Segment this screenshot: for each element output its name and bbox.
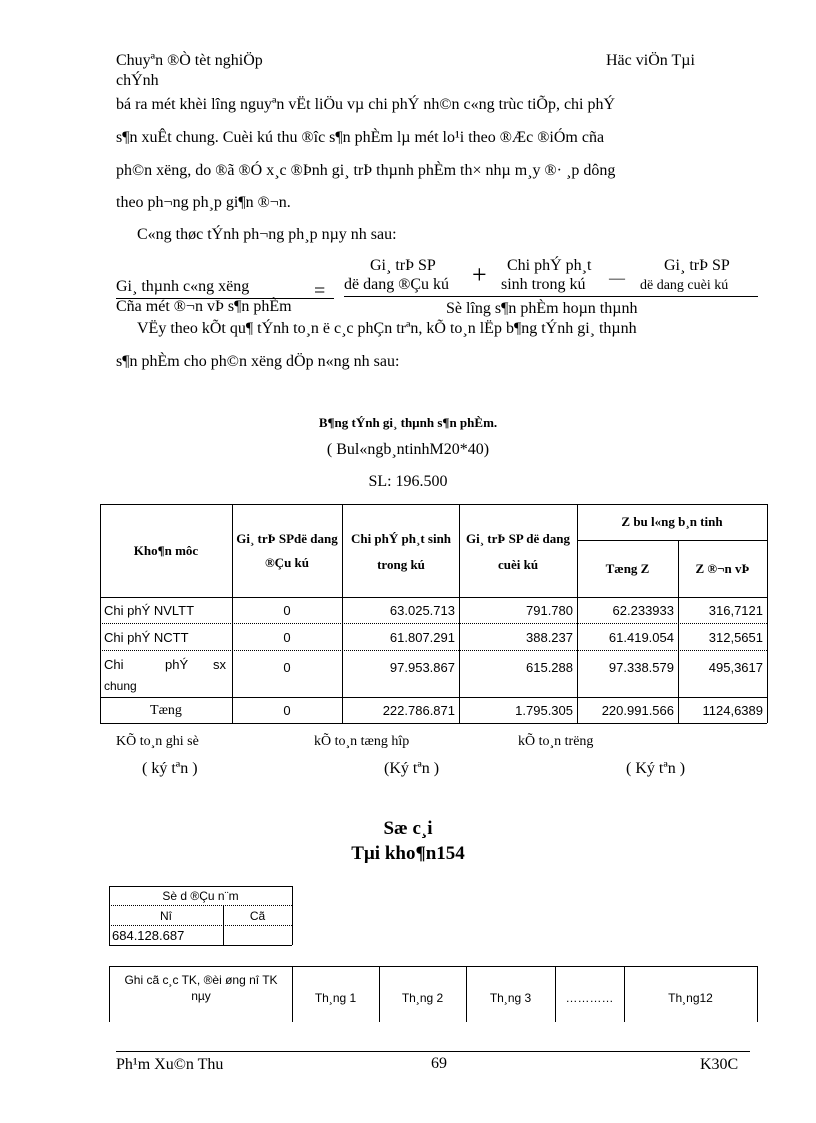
formula-equals: = <box>314 280 326 302</box>
header-z-unit: Z ®¬n vÞ <box>695 560 750 576</box>
balance-debit-label: Nî <box>160 908 172 923</box>
signature-title-chief-accountant: kÕ to¸n trëng <box>518 734 594 749</box>
body-line-3: ph©n xëng, do ®ã ®Ó x¸c ®Þnh gi¸ trÞ thµnh phÈm th× nhµ m¸y ®· ¸p dông <box>116 162 616 179</box>
table-row-1-item: Chi phÝ NVLTT <box>104 603 195 618</box>
ledger-month-1: Th¸ng 1 <box>314 991 357 1005</box>
header-right: Häc viÖn Tµi <box>606 52 695 69</box>
table-row-3-item-c: sx <box>213 657 226 672</box>
table-row-3-item-a: Chi <box>104 657 124 672</box>
formula-denominator: Sè lîng s¶n phÈm hoµn thµnh <box>446 300 638 317</box>
table-row-3-item-b: phÝ <box>165 657 189 672</box>
signature-title-bookkeeper: KÕ to¸n ghi sè <box>116 734 199 749</box>
table-row-1-closing: 791.780 <box>526 603 573 618</box>
header-item: Kho¶n môc <box>133 542 199 558</box>
table-row-total-z-unit: 1124,6389 <box>702 703 763 718</box>
table-row-3-z-unit: 495,3617 <box>708 659 763 675</box>
body-line-1: bá ra mét khèi lîng nguyªn vËt liÖu vµ chi phÝ nh©n c«ng trùc tiÕp, chi phÝ <box>116 96 616 113</box>
body-line-4: theo ph¬ng ph¸p gi¶n ®¬n. <box>116 194 291 211</box>
formula-term1-line1: Gi¸ trÞ SP <box>370 257 436 274</box>
header-left-line1: Chuyªn ®Ò tèt nghiÖp <box>116 52 263 69</box>
formula-fraction-bar <box>344 296 758 297</box>
cost-table-title: B¶ng tÝnh gi¸ thµnh s¶n phÈm. <box>318 415 498 430</box>
table-row-total-opening: 0 <box>283 703 291 718</box>
table-row-2-z-total: 61.419.054 <box>608 629 674 645</box>
ledger-month-ellipsis: ………… <box>565 991 614 1005</box>
ledger-month-2: Th¸ng 2 <box>401 991 444 1005</box>
after-formula-line1: VËy theo kÕt qu¶ tÝnh to¸n ë c¸c phÇn trªn, kÕ to¸n lËp b¶ng tÝnh gi¸ thµnh <box>137 320 637 337</box>
formula-term3-line1: Gi¸ trÞ SP <box>664 257 730 274</box>
header-opening: Gi¸ trÞ SPdë dang ®Çu kú <box>236 530 338 570</box>
header-z-total: Tæng Z <box>605 560 650 576</box>
table-row-2-item: Chi phÝ NCTT <box>104 629 189 645</box>
balance-border-right <box>292 886 293 945</box>
formula-term3-line2: dë dang cuèi kú <box>640 278 729 293</box>
signature-sign-general-accountant: (Ký tªn ) <box>384 760 440 777</box>
formula-term2-line1: Chi phÝ ph¸t <box>507 257 592 274</box>
table-row-3-item-d: chung <box>104 679 137 693</box>
table-row-total-item: Tæng <box>150 702 182 718</box>
signature-sign-bookkeeper: ( ký tªn ) <box>142 760 198 777</box>
formula-lhs-line1: Gi¸ thµnh c«ng xëng <box>116 278 250 295</box>
balance-border-bottom <box>109 945 292 946</box>
ledger-col-line-6 <box>757 966 758 1022</box>
signature-title-general-accountant: kÕ to¸n tæng hîp <box>314 734 410 749</box>
table-row-1-incurred: 63.025.713 <box>389 603 455 618</box>
ledger-corr-header: Ghi cã c¸c TK, ®èi øng nî TK nµy <box>124 973 278 1003</box>
table-row-2-opening: 0 <box>283 629 291 645</box>
table-row-total-incurred: 222.786.871 <box>382 703 455 718</box>
ledger-account: Tµi kho¶n154 <box>351 843 465 864</box>
table-row-2-closing: 388.237 <box>526 629 573 645</box>
table-row-3-incurred: 97.953.867 <box>389 659 455 675</box>
signature-sign-chief-accountant: ( Ký tªn ) <box>626 760 686 777</box>
footer-rule <box>116 1051 750 1052</box>
ledger-col-line-0 <box>109 966 110 1022</box>
after-formula-line2: s¶n phÈm cho ph©n xëng dÖp n«ng nh sau: <box>116 353 400 370</box>
formula-term2-line2: sinh trong kú <box>501 276 586 293</box>
ledger-border-top <box>109 966 757 967</box>
ledger-month-12: Th¸ng12 <box>668 991 713 1005</box>
header-closing: Gi¸ trÞ SP dë dang cuèi kú <box>465 531 570 572</box>
formula-minus: — <box>609 270 625 287</box>
header-left-line2: chÝnh <box>116 72 159 89</box>
table-row-2-incurred: 61.807.291 <box>389 629 455 645</box>
cost-table-subtitle: ( Bul«ngb¸ntinhM20*40) <box>326 441 490 458</box>
balance-header: Sè d ®Çu n¨m <box>162 889 239 903</box>
header-incurred: Chi phÝ ph¸t sinh trong kú <box>350 531 452 572</box>
table-row-3-opening: 0 <box>283 659 291 675</box>
formula-plus: + <box>472 260 487 289</box>
table-col-line-6 <box>767 504 768 723</box>
table-border-bottom <box>100 723 767 724</box>
table-row-1-opening: 0 <box>283 603 291 618</box>
footer-class: K30C <box>700 1056 739 1073</box>
header-z-group: Z bu l«ng b¸n tinh <box>621 514 723 529</box>
footer-page-number: 69 <box>431 1055 447 1072</box>
formula-lhs-line2: Cña mét ®¬n vÞ s¶n phÈm <box>116 298 292 315</box>
footer-author: Ph¹m Xu©n Thu <box>116 1056 224 1073</box>
table-row-1-z-unit: 316,7121 <box>708 603 763 618</box>
formula-lhs-underline <box>116 298 334 299</box>
formula-term1-line2: dë dang ®Çu kú <box>344 276 450 293</box>
formula-intro: C«ng thøc tÝnh ph¬ng ph¸p nµy nh sau: <box>137 226 397 243</box>
balance-debit-value: 684.128.687 <box>112 928 185 943</box>
table-row-total-closing: 1.795.305 <box>515 703 573 718</box>
table-row-3-closing: 615.288 <box>526 659 573 675</box>
table-row-1-z-total: 62.233933 <box>612 603 674 618</box>
body-line-2: s¶n xuÊt chung. Cuèi kú thu ®îc s¶n phÈm lµ mét lo¹i theo ®Æc ®iÓm cña <box>116 129 605 146</box>
balance-credit-label: Cã <box>249 908 266 923</box>
ledger-month-3: Th¸ng 3 <box>489 991 532 1005</box>
table-row-2-z-unit: 312,5651 <box>708 629 763 645</box>
ledger-title: Sæ c¸i <box>383 818 433 839</box>
cost-table-quantity: SL: 196.500 <box>368 473 448 490</box>
table-row-total-z-total: 220.991.566 <box>601 703 674 718</box>
table-row-3-z-total: 97.338.579 <box>608 659 674 675</box>
